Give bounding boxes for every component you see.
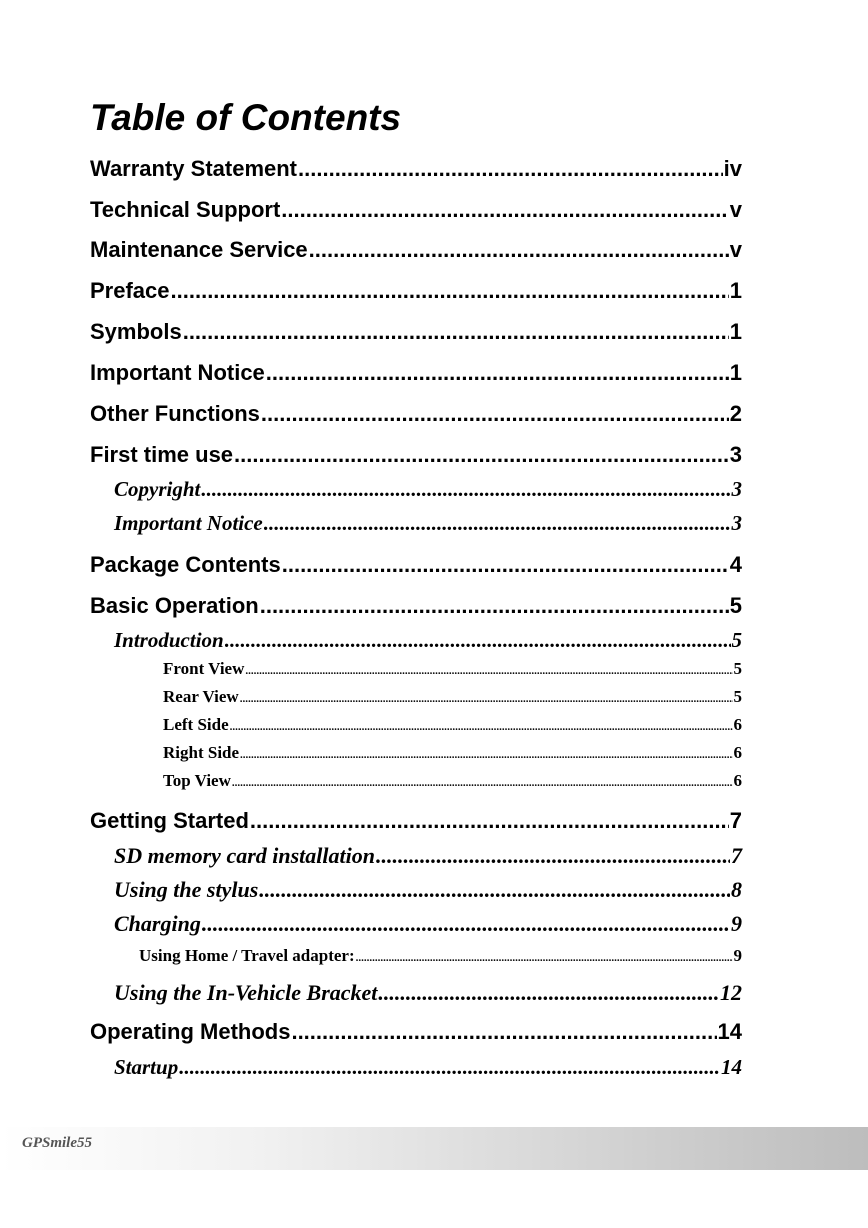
toc-entry-label: Left Side (163, 715, 229, 734)
dot-leader (378, 980, 719, 1006)
toc-entry-label: SD memory card installation (114, 843, 375, 868)
dot-leader (309, 237, 729, 263)
toc-entry-page: 9 (731, 911, 742, 936)
dot-leader (240, 749, 732, 761)
toc-subentry[interactable] (114, 628, 742, 653)
toc-entry-page: 6 (733, 743, 742, 762)
toc-entry-label: Right Side (163, 743, 240, 762)
dot-leader (264, 511, 731, 536)
toc-entry[interactable] (90, 442, 742, 468)
page-title: Table of Contents (90, 97, 402, 138)
toc-entry-label: Using the In-Vehicle Bracket (114, 980, 378, 1005)
toc-entry-label: Other Functions (90, 401, 260, 426)
toc-entry[interactable] (90, 319, 742, 345)
toc-subentry[interactable] (114, 1055, 742, 1080)
dot-leader (240, 693, 733, 705)
toc-entry-page: 9 (733, 946, 742, 965)
dot-leader (183, 319, 729, 345)
toc-entry-page: 3 (731, 511, 742, 535)
toc-entry-page: 6 (733, 715, 742, 734)
toc-entry-label: Copyright (114, 477, 201, 501)
toc-subsubentry[interactable] (163, 715, 742, 735)
toc-subentry[interactable] (114, 877, 742, 903)
toc-entry-label: Operating Methods (90, 1019, 291, 1044)
dot-leader (281, 197, 728, 223)
dot-leader (266, 360, 729, 386)
toc-entry-label: Getting Started (90, 808, 249, 833)
toc-subentry[interactable] (114, 980, 742, 1006)
toc-entry[interactable] (90, 552, 742, 578)
toc-entry[interactable] (90, 237, 742, 263)
toc-subentry[interactable] (114, 911, 742, 937)
toc-entry-label: Symbols (90, 319, 182, 344)
toc-entry-label: Top View (163, 771, 231, 790)
toc-entry-label: Warranty Statement (90, 156, 298, 181)
toc-entry-page: 6 (733, 771, 742, 790)
toc-entry[interactable] (90, 197, 742, 223)
toc-entry-page: 1 (729, 319, 742, 344)
toc-entry[interactable] (90, 1019, 742, 1045)
toc-entry-page: 7 (729, 808, 742, 833)
toc-entry-label: Important Notice (90, 360, 265, 385)
toc-entry-page: 1 (729, 360, 742, 385)
toc-entry-label: Package Contents (90, 552, 281, 577)
toc-entry-page: 5 (729, 593, 742, 618)
dot-leader (234, 442, 729, 468)
toc-entry-label: Charging (114, 911, 201, 936)
toc-entry[interactable] (90, 401, 742, 427)
dot-leader (230, 721, 733, 733)
toc-entry-page: 5 (733, 659, 742, 678)
toc-entry-page: 1 (729, 278, 742, 303)
dot-leader (179, 1055, 720, 1080)
footer-bar (0, 1127, 868, 1170)
toc-entry-page: 3 (731, 477, 742, 501)
toc-entry[interactable] (90, 360, 742, 386)
toc-subentry[interactable] (114, 477, 742, 502)
toc-entry-page: 5 (733, 687, 742, 706)
dot-leader (260, 593, 729, 619)
toc-entry-page: v (729, 197, 742, 222)
toc-entry-label: Preface (90, 278, 170, 303)
toc-subentry[interactable] (114, 843, 742, 869)
toc-entry-label: Startup (114, 1055, 179, 1079)
toc-entry-page: 4 (729, 552, 742, 577)
toc-entry-label: Using the stylus (114, 877, 259, 902)
toc-subsubentry[interactable] (163, 659, 742, 679)
dot-leader (232, 777, 733, 789)
dot-leader (250, 808, 729, 834)
toc-entry-label: Front View (163, 659, 245, 678)
toc-entry-page: 3 (729, 442, 742, 467)
dot-leader (261, 401, 729, 427)
toc-entry-label: Rear View (163, 687, 239, 706)
toc-subsubentry[interactable] (163, 771, 742, 791)
toc-entry-label: First time use (90, 442, 234, 467)
dot-leader (201, 477, 730, 502)
toc-entry-label: Basic Operation (90, 593, 259, 618)
toc-entry-page: 2 (729, 401, 742, 426)
toc-entry[interactable] (90, 278, 742, 304)
toc-entry-page: 14 (717, 1019, 742, 1044)
dot-leader (171, 278, 729, 304)
dot-leader (356, 952, 733, 964)
toc-entry-page: 7 (731, 843, 742, 868)
dot-leader (291, 1019, 716, 1045)
toc-entry[interactable] (90, 156, 742, 182)
toc-entry[interactable] (90, 808, 742, 834)
toc-entry-page: 12 (720, 980, 742, 1005)
toc-subentry[interactable] (114, 511, 742, 536)
toc-subsubentry[interactable] (163, 687, 742, 707)
toc-entry[interactable] (90, 593, 742, 619)
dot-leader (298, 156, 723, 182)
toc-entry-page: iv (723, 156, 742, 181)
dot-leader (202, 911, 730, 937)
toc-entry-label: Technical Support (90, 197, 281, 222)
dot-leader (245, 665, 732, 677)
toc-entry-label: Important Notice (114, 511, 263, 535)
footer-product-name: GPSmile55 (22, 1135, 92, 1151)
toc-subsubentry[interactable] (163, 743, 742, 763)
toc-entry-label: Using Home / Travel adapter: (139, 946, 355, 965)
toc-entry-page: 5 (731, 628, 742, 652)
toc-subsubentry[interactable] (139, 946, 742, 966)
dot-leader (376, 843, 730, 869)
dot-leader (225, 628, 731, 653)
dot-leader (259, 877, 730, 903)
toc-entry-label: Introduction (114, 628, 224, 652)
toc-entry-label: Maintenance Service (90, 237, 308, 262)
toc-entry-page: v (729, 237, 742, 262)
dot-leader (282, 552, 729, 578)
toc-entry-page: 8 (731, 877, 742, 902)
toc-entry-page: 14 (721, 1055, 742, 1079)
